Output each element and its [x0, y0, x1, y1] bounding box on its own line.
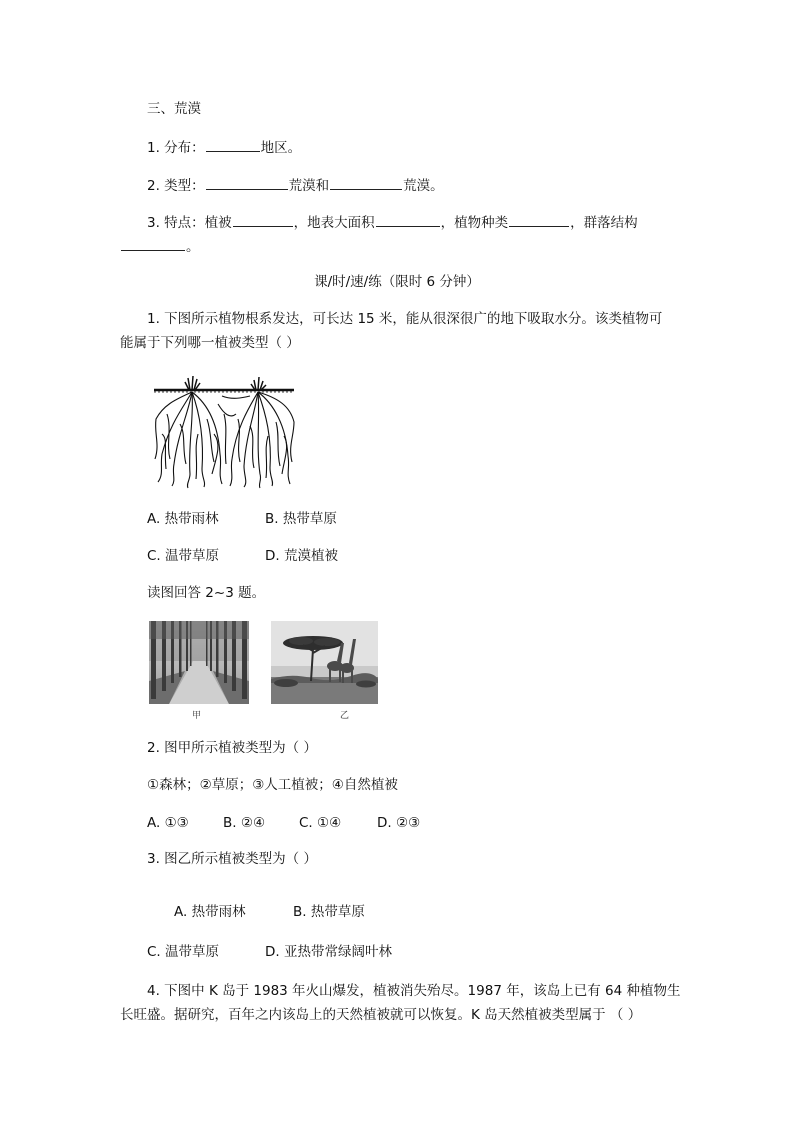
question-mid: ，群落结构	[570, 215, 638, 231]
answer-blank[interactable]	[206, 175, 288, 190]
answer-blank[interactable]	[206, 137, 260, 152]
question-4-line-2: 长旺盛。据研究，百年之内该岛上的天然植被就可以恢复。K 岛天然植被类型属于 （ ）	[120, 1007, 642, 1023]
option-a[interactable]: A. ①③	[147, 815, 189, 831]
question-mid: ，地表大面积	[293, 215, 375, 231]
desert-distribution-question	[147, 137, 301, 157]
question-1-options-row-2	[147, 547, 338, 565]
question-suffix: 荒漠。	[403, 178, 444, 194]
question-3-options-row-2	[147, 943, 392, 961]
option-a[interactable]: A. 热带雨林	[147, 511, 219, 527]
caption-jia: 甲	[192, 711, 202, 721]
option-a[interactable]: A. 热带雨林	[174, 904, 246, 920]
option-d[interactable]: D. ②③	[377, 815, 421, 831]
question-suffix: 。	[186, 239, 200, 255]
question-prefix: 3. 特点：植被	[147, 215, 232, 231]
question-3-stem: 3. 图乙所示植被类型为（ ）	[147, 851, 317, 867]
photo-jia	[149, 621, 249, 704]
option-b[interactable]: B. 热带草原	[293, 904, 365, 920]
photo-yi	[271, 621, 378, 704]
savanna-giraffe-photo	[271, 621, 378, 704]
option-d[interactable]: D. 荒漠植被	[265, 548, 338, 564]
desert-type-question	[147, 175, 444, 195]
option-c[interactable]: C. ①④	[299, 815, 342, 831]
option-b[interactable]: B. ②④	[223, 815, 266, 831]
question-prefix: 1. 分布：	[147, 140, 205, 156]
root-system-figure	[152, 374, 296, 489]
question-1-line-2: 能属于下列哪一植被类型（ ）	[120, 335, 300, 351]
practice-title: 课/时/速/练（限时 6 分钟）	[314, 274, 480, 290]
option-c[interactable]: C. 温带草原	[147, 944, 220, 960]
answer-blank[interactable]	[376, 212, 440, 227]
question-prefix: 2. 类型：	[147, 178, 205, 194]
question-3-options-row-1	[174, 903, 365, 921]
desert-feature-question	[147, 212, 638, 232]
question-4-line-1: 4. 下图中 K 岛于 1983 年火山爆发，植被消失殆尽。1987 年，该岛上已有 64 种植物生	[147, 983, 681, 999]
question-2-stem: 2. 图甲所示植被类型为（ ）	[147, 740, 317, 756]
caption-yi: 乙	[340, 711, 350, 721]
desert-feature-continuation	[120, 236, 200, 256]
answer-blank[interactable]	[330, 175, 402, 190]
root-system-illustration	[152, 374, 296, 489]
answer-blank[interactable]	[233, 212, 293, 227]
section-heading: 三、荒漠	[147, 101, 201, 117]
answer-blank[interactable]	[509, 212, 569, 227]
answer-blank[interactable]	[121, 236, 185, 251]
question-2-options	[147, 814, 420, 832]
read-figure-prompt: 读图回答 2~3 题。	[147, 585, 266, 601]
question-mid: 荒漠和	[288, 178, 330, 194]
question-suffix: 地区。	[260, 140, 302, 156]
forest-avenue-photo	[149, 621, 249, 704]
option-d[interactable]: D. 亚热带常绿阔叶林	[265, 944, 392, 960]
question-2-items: ①森林；②草原；③人工植被；④自然植被	[147, 777, 398, 793]
option-b[interactable]: B. 热带草原	[265, 511, 337, 527]
option-c[interactable]: C. 温带草原	[147, 548, 220, 564]
question-1-line-1: 1. 下图所示植物根系发达，可长达 15 米，能从很深很广的地下吸取水分。该类植物可	[147, 311, 663, 327]
question-1-options-row-1	[147, 510, 337, 528]
question-mid: ，植物种类	[440, 215, 509, 231]
